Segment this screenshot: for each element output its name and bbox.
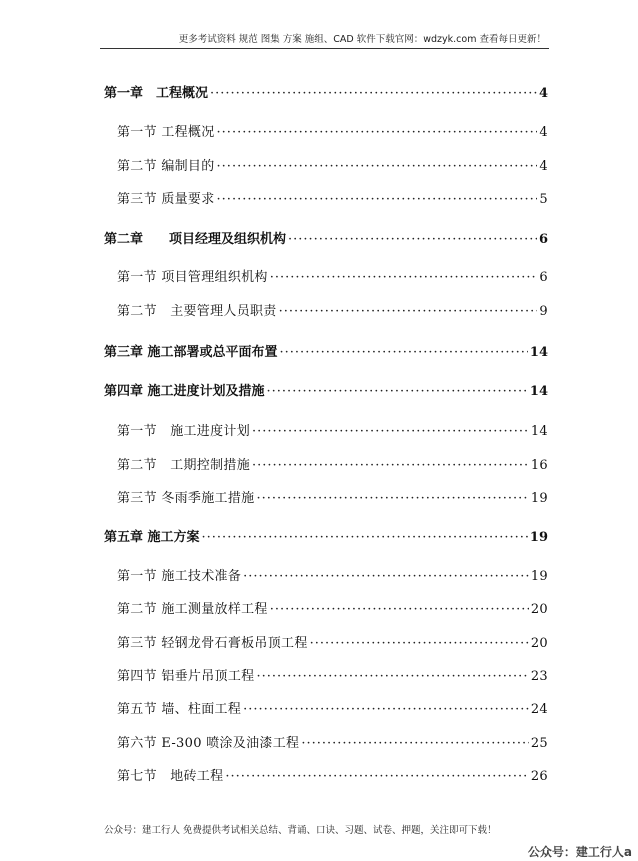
toc-section-entry — [117, 765, 548, 784]
toc-entry-label: 第二节 编制目的 — [117, 159, 215, 174]
toc-dot-leader — [256, 491, 528, 506]
toc-entry-page-number: 6 — [539, 270, 548, 285]
toc-entry-page-number: 9 — [539, 304, 548, 319]
toc-entry-label: 第一节 项目管理组织机构 — [117, 270, 268, 285]
toc-entry-label: 第一节 施工进度计划 — [117, 424, 251, 439]
toc-dot-leader — [279, 304, 538, 319]
page-footer: 公众号：建工行人 免费提供考试相关总结、背诵、口诀、习题、试卷、押题，关注即可下载！ — [104, 825, 497, 836]
toc-chapter-entry — [104, 228, 548, 247]
watermark-text: 公众号：建工行人a — [527, 845, 632, 859]
toc-entry-label: 第四节 铝垂片吊顶工程 — [117, 669, 255, 684]
toc-dot-leader — [243, 569, 529, 584]
toc-entry-page-number: 26 — [530, 769, 548, 784]
toc-section-entry — [117, 598, 548, 617]
toc-chapter-entry — [104, 82, 548, 101]
toc-dot-leader — [217, 159, 538, 174]
toc-dot-leader — [252, 458, 529, 473]
toc-section-entry — [117, 266, 548, 285]
toc-entry-label: 第四章 施工进度计划及措施 — [104, 384, 265, 399]
toc-entry-page-number: 4 — [538, 86, 548, 101]
toc-dot-leader — [210, 86, 537, 101]
toc-section-entry — [117, 665, 548, 684]
toc-entry-page-number: 4 — [539, 159, 548, 174]
toc-entry-page-number: 14 — [530, 424, 548, 439]
toc-entry-page-number: 4 — [539, 125, 548, 140]
toc-entry-label: 第三章 施工部署或总平面布置 — [104, 345, 278, 360]
toc-section-entry — [117, 188, 548, 207]
toc-entry-label: 第二章 项目经理及组织机构 — [104, 232, 287, 247]
toc-entry-page-number: 20 — [530, 602, 548, 617]
toc-dot-leader — [202, 530, 528, 545]
toc-entry-page-number: 24 — [530, 702, 548, 717]
toc-section-entry — [117, 121, 548, 140]
toc-entry-label: 第三节 质量要求 — [117, 192, 215, 207]
toc-entry-page-number: 23 — [530, 669, 548, 684]
toc-section-entry — [117, 565, 548, 584]
toc-dot-leader — [280, 345, 528, 360]
toc-entry-label: 第三节 冬雨季施工措施 — [117, 491, 255, 506]
toc-section-entry — [117, 698, 548, 717]
toc-entry-label: 第二节 工期控制措施 — [117, 458, 251, 473]
toc-entry-label: 第三节 轻钢龙骨石膏板吊顶工程 — [117, 636, 308, 651]
toc-entry-label: 第一节 施工技术准备 — [117, 569, 242, 584]
toc-entry-page-number: 14 — [529, 345, 548, 360]
toc-section-entry — [117, 454, 548, 473]
toc-section-entry — [117, 155, 548, 174]
toc-entry-page-number: 19 — [530, 491, 548, 506]
toc-entry-label: 第五章 施工方案 — [104, 530, 200, 545]
toc-entry-page-number: 19 — [530, 569, 548, 584]
toc-entry-page-number: 19 — [529, 530, 548, 545]
toc-entry-page-number: 25 — [530, 736, 548, 751]
toc-dot-leader — [243, 702, 529, 717]
toc-entry-label: 第一节 工程概况 — [117, 125, 215, 140]
toc-dot-leader — [310, 636, 529, 651]
toc-dot-leader — [225, 769, 528, 784]
toc-dot-leader — [256, 669, 528, 684]
page-header: 更多考试资料 规范 图集 方案 施组、CAD 软件下载官网：wdzyk.com 查看每日更新！ — [178, 34, 546, 45]
toc-entry-page-number: 20 — [530, 636, 548, 651]
toc-dot-leader — [217, 125, 538, 140]
toc-section-entry — [117, 300, 548, 319]
toc-entry-label: 第二节 施工测量放样工程 — [117, 602, 268, 617]
toc-entry-label: 第六节 E-300 喷涂及油漆工程 — [117, 736, 300, 751]
toc-section-entry — [117, 732, 548, 751]
toc-entry-page-number: 6 — [538, 232, 548, 247]
toc-section-entry — [117, 632, 548, 651]
toc-chapter-entry — [104, 526, 548, 545]
toc-entry-label: 第二节 主要管理人员职责 — [117, 304, 277, 319]
toc-section-entry — [117, 487, 548, 506]
toc-dot-leader — [252, 424, 529, 439]
toc-entry-page-number: 16 — [530, 458, 548, 473]
toc-entry-label: 第五节 墙、柱面工程 — [117, 702, 242, 717]
toc-entry-label: 第七节 地砖工程 — [117, 769, 224, 784]
toc-entry-label: 第一章 工程概况 — [104, 86, 209, 101]
toc-dot-leader — [270, 270, 538, 285]
toc-chapter-entry — [104, 341, 548, 360]
toc-entry-page-number: 14 — [529, 384, 548, 399]
toc-chapter-entry — [104, 380, 548, 399]
toc-entry-page-number: 5 — [539, 192, 548, 207]
toc-dot-leader — [217, 192, 538, 207]
toc-dot-leader — [301, 736, 529, 751]
toc-section-entry — [117, 420, 548, 439]
toc-dot-leader — [267, 384, 528, 399]
toc-dot-leader — [270, 602, 529, 617]
toc-dot-leader — [288, 232, 537, 247]
